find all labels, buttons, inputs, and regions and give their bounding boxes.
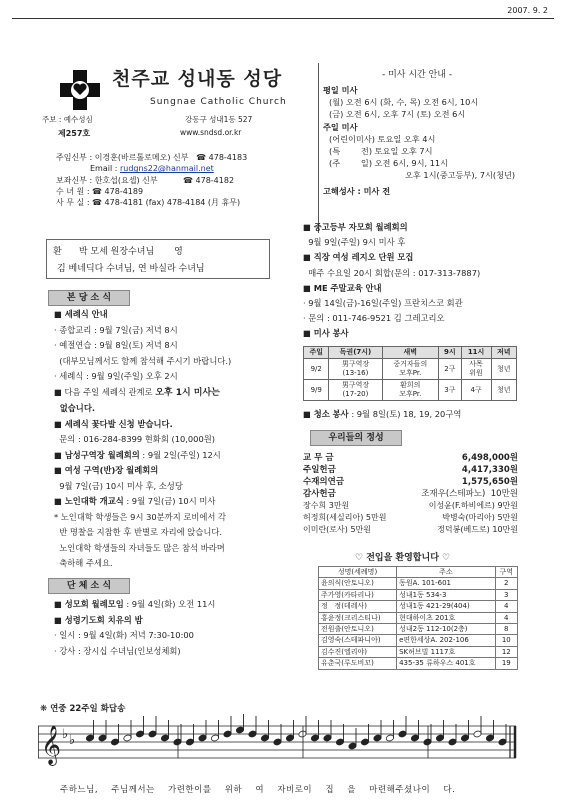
mass-serve-table bbox=[303, 346, 517, 401]
mass-schedule: 평일 미사 (월) 오전 6시 (화, 수, 목) 오전 6시, 10시 (금) 오전 6시, 오후 7시 (토) 오전 6시 주일 미사 (어린이미사) 토요일 오후 4시 (특 전) 토요일 오후 7시 (주 일) 오전 6시, 9시, 11시 오후 1시(중고등부), 7시(청년) 고해성사 : 미사 전 bbox=[323, 85, 516, 196]
news-item: ■ 성모회 월례모임 : 9월 4일(화) 오전 11시 bbox=[54, 599, 216, 609]
news-item: ■ 미사 봉사 bbox=[303, 328, 349, 339]
table-header: 새벽 bbox=[382, 347, 439, 359]
table-row: 정 정(데레사) 성내1동 421-29(404) 4 bbox=[319, 601, 518, 612]
table-header: 구역 bbox=[495, 567, 517, 578]
table-row: 유춘국(루도비꼬) 435-35 류하우스 401호 19 bbox=[319, 658, 518, 669]
news-item: 반 명찰을 지참한 후 반별로 자리에 앉습니다. bbox=[54, 527, 223, 537]
welcome-line2: 김 베네딕다 수녀님, 연 바실라 수녀님 bbox=[57, 264, 205, 274]
issue-date: 2007. 9. 2 bbox=[507, 6, 548, 15]
news-item: ■ 세례식 꽃다발 신청 받습니다. bbox=[54, 418, 173, 429]
staff-directory bbox=[56, 152, 247, 208]
church-title: 천주교 성내동 성당 bbox=[112, 68, 283, 90]
news-item: 문의 : 016-284-8399 현화회 (10,000원) bbox=[54, 434, 215, 444]
mass-title: - 미사 시간 안내 - bbox=[382, 70, 453, 80]
music-staff bbox=[38, 714, 518, 777]
website[interactable]: www.sndsd.or.kr bbox=[180, 128, 242, 137]
thanks-row: 장수희 3만원 이성윤(F.하비에르) 9만원 bbox=[303, 501, 518, 510]
psalm-title: ❋ 연중 22주일 화답송 bbox=[40, 704, 126, 714]
thanks-row: 이미란(로사) 5만원 정덕봉(베드로) 10만원 bbox=[303, 525, 518, 534]
news-item: ■ ME 주말교육 안내 bbox=[303, 282, 382, 293]
church-logo-icon bbox=[60, 70, 100, 110]
news-item: ■ 다음 주일 세례식 관계로 오후 1시 미사는 bbox=[54, 386, 220, 398]
svg-text:♭: ♭ bbox=[62, 727, 69, 742]
staff-convent: 수 녀 원 : ☎ 478-4189 bbox=[56, 186, 144, 196]
move-in-table bbox=[318, 566, 518, 670]
table-row: 9/9 男구역장 (17-20) 환희의 모후Pr. 3구 4구 청년 bbox=[304, 380, 517, 401]
news-item: · 강사 : 장시십 수녀님(인보성체회) bbox=[54, 645, 181, 656]
welcome-line1: 환 박 모세 원장수녀님 영 bbox=[53, 247, 183, 257]
news-item: ■ 성령기도회 치유의 밤 bbox=[54, 614, 143, 625]
section-parish-news: 본 당 소 식 bbox=[48, 290, 130, 306]
cleaning-service: ■ 청소 봉사 : 9월 8일(토) 18, 19, 20구역 bbox=[303, 409, 462, 419]
psalm-lyrics: 주하느님, 주님께서는 가련한이를 위하 여 자비로이 집 을 마련해주셨나이 다. bbox=[60, 785, 456, 795]
news-item: 매주 수요일 20시 회합(문의 : 017-313-7887) bbox=[303, 267, 481, 278]
table-header: 9시 bbox=[439, 347, 462, 359]
section-offering: 우리들의 정성 bbox=[310, 430, 402, 446]
news-item: · 세례식 : 9월 9일(주일) 오후 2시 bbox=[54, 371, 178, 381]
section-group-news: 단 체 소 식 bbox=[48, 578, 130, 594]
move-in-title: ♡ 전입을 환영합니다 ♡ bbox=[355, 553, 451, 563]
group-news-list bbox=[54, 597, 314, 659]
news-item: ■ 직장 여성 레지오 단원 모집 bbox=[303, 252, 414, 263]
svg-text:𝄞: 𝄞 bbox=[41, 725, 62, 765]
staff-assistant: 보좌신부 : 한호섭(요셉) 신부 ☎ 478-4182 bbox=[56, 175, 235, 185]
news-item: 9월 7일(금) 10시 미사 후, 소성당 bbox=[54, 480, 183, 491]
news-item: 없습니다. bbox=[54, 403, 95, 413]
table-row: 윤의식(안토니오) 동원A. 101-601 2 bbox=[319, 578, 518, 589]
news-item: ■ 중고등부 자모회 월례회의 bbox=[303, 222, 408, 232]
news-item: · 일시 : 9월 4일(화) 저녁 7:30-10:00 bbox=[54, 630, 194, 640]
table-row: 김영숙(스테파니아) e편한세상A. 202-106 10 bbox=[319, 635, 518, 646]
news-item: ■ 여성 구역(반)장 월례회의 bbox=[54, 465, 159, 475]
news-item: (대부모님께서도 함께 참석해 주시기 바랍니다.) bbox=[54, 355, 232, 366]
table-row: 주가영(카타리나) 성내1동 534-3 3 bbox=[319, 589, 518, 600]
table-header: 11시 bbox=[461, 347, 491, 359]
issue-number: 제257호 bbox=[58, 129, 91, 138]
news-item: ■ 노인대학 개교식 : 9월 7일(금) 10시 미사 bbox=[54, 496, 216, 506]
staff-email: Email : rudgns22@hanmail.net bbox=[90, 164, 214, 174]
news-item: · 문의 : 011-746-9521 김 그레고리오 bbox=[303, 313, 445, 324]
thanks-row: 감사헌금 조재우(스테파노) 10만원 bbox=[303, 489, 518, 499]
offering-row: 수재의연금 1,575,650원 bbox=[303, 477, 518, 487]
news-item: · 9월 14일(금)-16일(주일) 프란치스코 회관 bbox=[303, 298, 463, 309]
offering-row: 교 무 금 6,498,000원 bbox=[303, 453, 518, 463]
welcome-box bbox=[46, 239, 270, 279]
table-row: 홍윤정(크리스티나) 현대하이츠 201호 4 bbox=[319, 612, 518, 623]
parish-news-list bbox=[54, 307, 314, 572]
table-header: 독권(7시) bbox=[329, 347, 382, 359]
table-header: 저녁 bbox=[491, 347, 516, 359]
table-row: 전원출(안토니오) 성내2동 112-10(2층) 8 bbox=[319, 624, 518, 635]
table-header: 주소 bbox=[397, 567, 495, 578]
news-item: · 예절연습 : 9월 8일(토) 저녁 8시 bbox=[54, 340, 178, 350]
patron: 주보 : 예수성심 bbox=[42, 115, 93, 124]
news-item: ■ 세례식 안내 bbox=[54, 309, 108, 319]
staff-pastor: 주임신부 : 이경훈(바르톨로메오) 신부 ☎ 478-4183 bbox=[56, 153, 248, 162]
offerings-list bbox=[303, 452, 518, 536]
table-row: 김수진(엘리야) SK허브빌 1117호 12 bbox=[319, 646, 518, 657]
news-item: 노인대학 학생들의 자녀들도 많은 참석 바라며 bbox=[54, 542, 225, 553]
email-link[interactable]: rudgns22@hanmail.net bbox=[119, 164, 214, 174]
divider bbox=[318, 63, 319, 233]
news-item: 축하해 주세요. bbox=[54, 558, 113, 568]
staff-office: 사 무 실 : ☎ 478-4181 (fax) 478-4184 (月 휴무) bbox=[56, 198, 241, 208]
news-item: * 노인대학 학생들은 9시 30분까지 로비에서 각 bbox=[54, 511, 227, 522]
news-item: ■ 남성구역장 월례회의 : 9월 2일(주일) 12시 bbox=[54, 449, 221, 460]
news-item: 9월 9일(주일) 9시 미사 후 bbox=[303, 237, 406, 248]
top-rule bbox=[12, 18, 554, 19]
table-row: 9/2 男구역장 (13-16) 중거자들의 모후Pr. 2구 사목 위원 청년 bbox=[304, 359, 517, 380]
address: 강동구 성내1동 527 bbox=[185, 115, 253, 124]
table-header: 주일 bbox=[304, 347, 329, 359]
news-item: · 종합교리 : 9월 7일(금) 저녁 8시 bbox=[54, 324, 178, 335]
church-english-name: Sungnae Catholic Church bbox=[150, 97, 287, 107]
svg-text:♭: ♭ bbox=[69, 733, 76, 748]
table-header: 성명(세례명) bbox=[319, 567, 397, 578]
thanks-row: 허정희(세실리아) 5만원 박병숙(마리아) 5만원 bbox=[303, 513, 518, 522]
right-news-list bbox=[303, 220, 553, 342]
offering-row: 주일헌금 4,417,330원 bbox=[303, 465, 518, 475]
